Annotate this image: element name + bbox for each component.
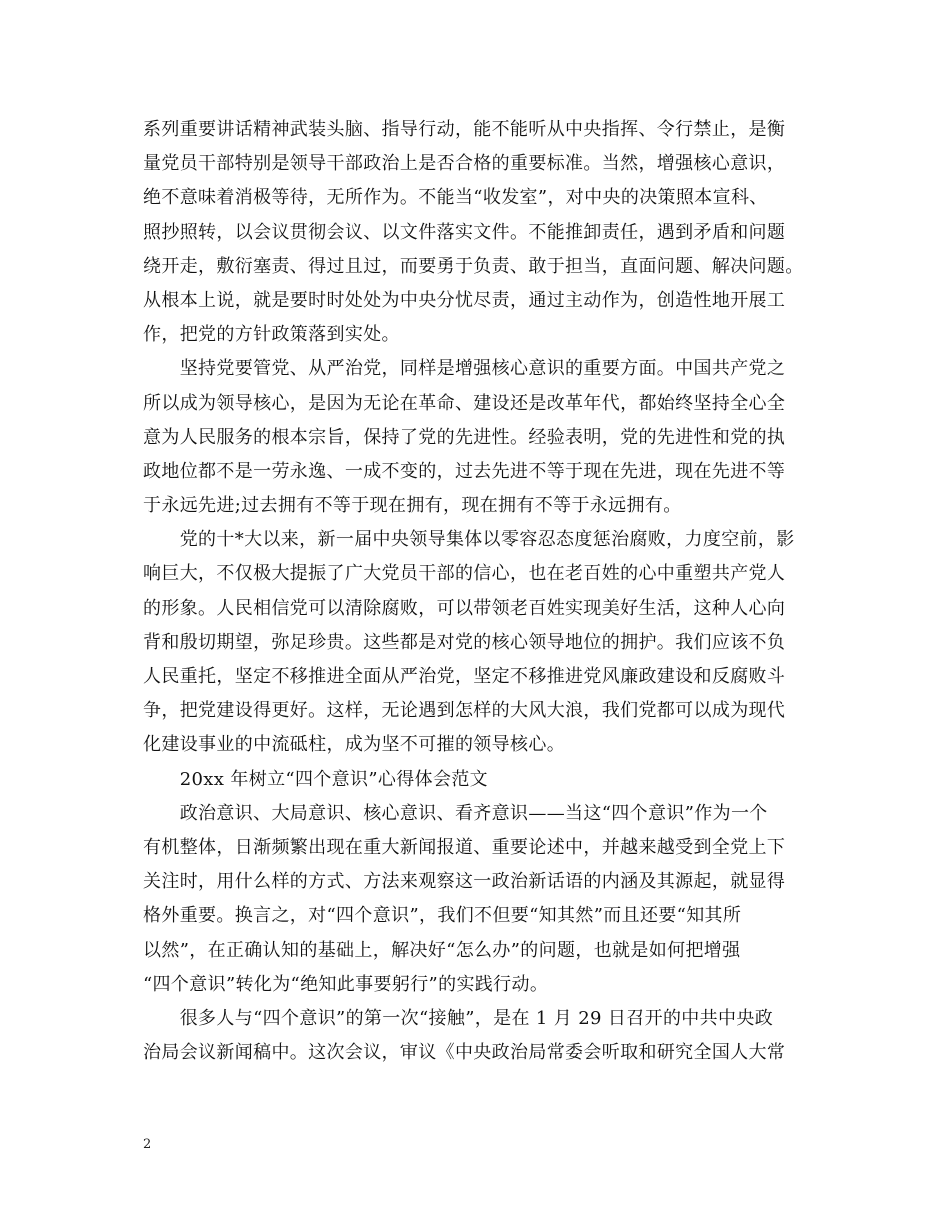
text-line: 化建设事业的中流砥柱，成为坚不可摧的领导核心。 — [143, 734, 566, 756]
text-line: 的形象。人民相信党可以清除腐败，可以带领老百姓实现美好生活，这种人心向 — [143, 597, 786, 619]
document-body — [143, 113, 823, 1070]
text-line: 人民重托，坚定不移推进全面从严治党，坚定不移推进党风廉政建设和反腐败斗 — [143, 666, 786, 687]
text-line: 坚持党要管党、从严治党，同样是增强核心意识的重要方面。中国共产党之 — [143, 358, 786, 380]
text-line: 量党员干部特别是领导干部政治上是否合格的重要标准。当然，增强核心意识， — [143, 153, 786, 175]
text-line: 政地位都不是一劳永逸、一成不变的，过去先进不等于现在先进，现在先进不等 — [143, 460, 786, 482]
text-line: 照抄照转，以会议贯彻会议、以文件落实文件。不能推卸责任，遇到矛盾和问题 — [143, 221, 786, 243]
text-line: 系列重要讲话精神武装头脑、指导行动，能不能听从中央指挥、令行禁止，是衡 — [143, 119, 786, 140]
text-line: 争，把党建设得更好。这样，无论遇到怎样的大风大浪，我们党都可以成为现代 — [143, 700, 786, 722]
text-line: 意为人民服务的根本宗旨，保持了党的先进性。经验表明，党的先进性和党的执 — [143, 426, 786, 448]
text-line: 格外重要。换言之，对“四个意识”，我们不但要“知其然”而且还要“知其所 — [143, 905, 742, 927]
text-line: 有机整体，日渐频繁出现在重大新闻报道、重要论述中，并越来越受到全党上下 — [143, 836, 786, 858]
text-line: 所以成为领导核心，是因为无论在革命、建设还是改革年代，都始终坚持全心全 — [143, 392, 786, 414]
text-line: 党的十*大以来，新一届中央领导集体以零容忍态度惩治腐败，力度空前，影 — [143, 529, 795, 551]
text-line: 绝不意味着消极等待，无所作为。不能当“收发室”，对中央的决策照本宣科、 — [143, 187, 768, 209]
text-line: 背和殷切期望，弥足珍贵。这些都是对党的核心领导地位的拥护。我们应该不负 — [143, 631, 786, 653]
text-line: 以然”，在正确认知的基础上，解决好“怎么办”的问题，也就是如何把增强 — [143, 939, 741, 961]
text-line: 作，把党的方针政策落到实处。 — [143, 324, 400, 346]
text-line: 响巨大，不仅极大提振了广大党员干部的信心，也在老百姓的心中重塑共产党人 — [143, 563, 786, 585]
text-line: 政治意识、大局意识、核心意识、看齐意识——当这“四个意识”作为一个 — [143, 802, 768, 824]
text-line: 很多人与“四个意识”的第一次“接触”，是在 1 月 29 日召开的中共中央政 — [143, 1007, 774, 1029]
text-line: 关注时，用什么样的方式、方法来观察这一政治新话语的内涵及其源起，就显得 — [143, 871, 786, 893]
section-title: 20xx 年树立“四个意识”心得体会范文 — [143, 768, 489, 790]
text-line: 绕开走，敷衍塞责、得过且过，而要勇于负责、敢于担当，直面问题、解决问题。 — [143, 255, 804, 277]
text-line: 于永远先进;过去拥有不等于现在拥有，现在拥有不等于永远拥有。 — [143, 495, 682, 517]
text-line: “四个意识”转化为“绝知此事要躬行”的实践行动。 — [143, 973, 549, 995]
text-line: 从根本上说，就是要时时处处为中央分忧尽责，通过主动作为，创造性地开展工 — [143, 289, 786, 311]
page-number: 2 — [143, 1137, 152, 1152]
text-line: 治局会议新闻稿中。这次会议，审议《中央政治局常委会听取和研究全国人大常 — [143, 1042, 786, 1064]
